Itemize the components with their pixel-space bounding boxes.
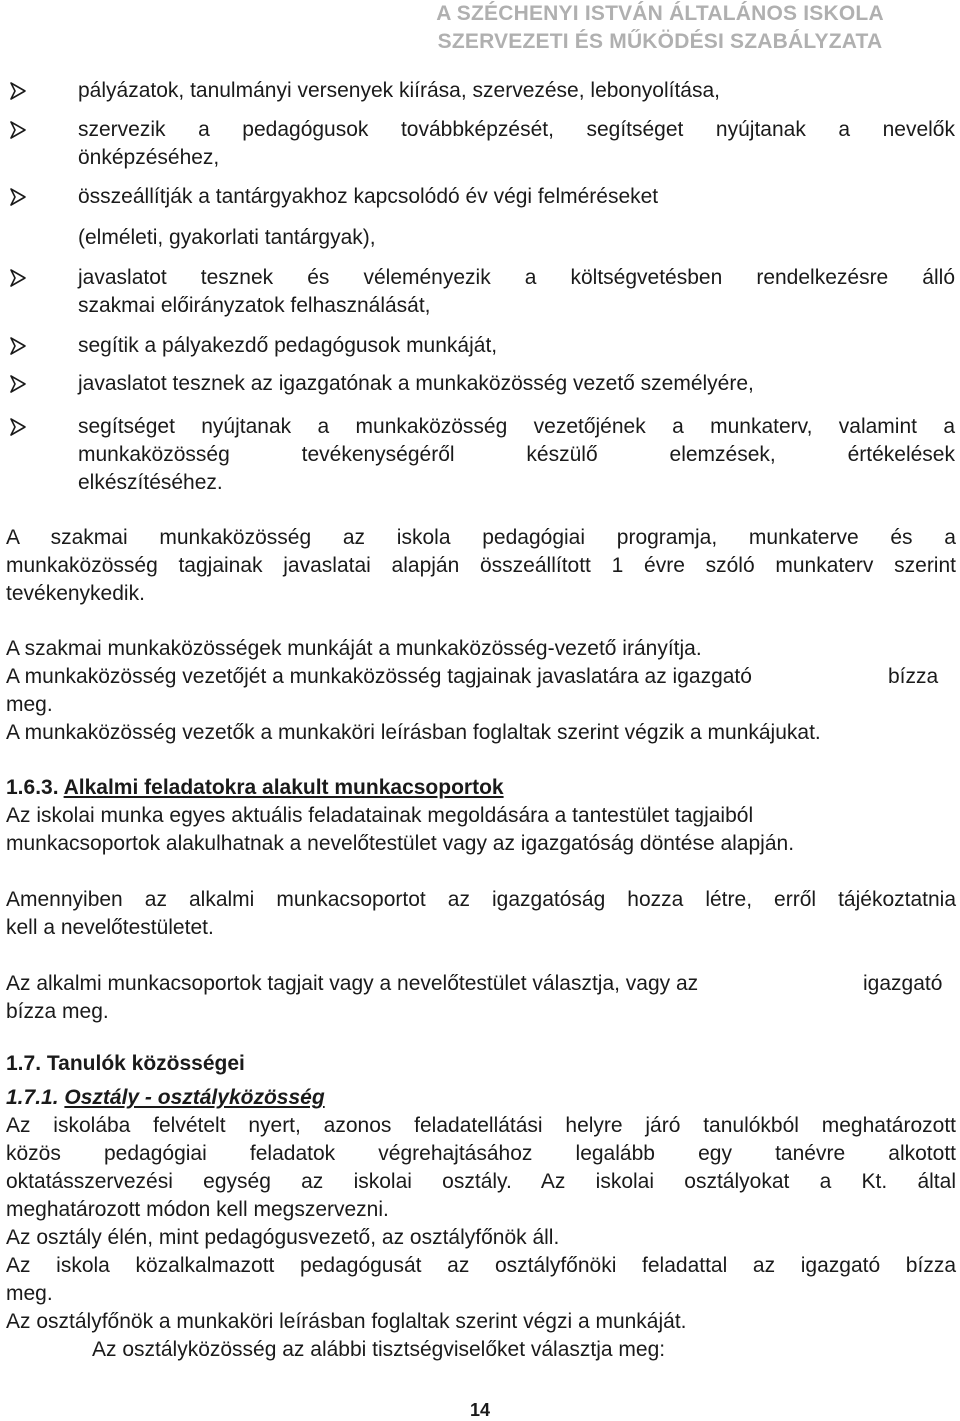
- body-paragraph-line: munkacsoportok alakulhatnak a nevelőtestület vagy az igazgatóság döntése alapján.: [6, 832, 795, 855]
- bullet-item: javaslatot tesznek és véleményezik a költségvetésben rendelkezésre álló: [78, 266, 955, 289]
- body-paragraph-line: Az iskolai munka egyes aktuális feladatainak megoldására a tantestület tagjaiból: [6, 804, 754, 827]
- subsection-heading: [6, 1084, 325, 1111]
- section-title: Tanulók közösségei: [46, 1052, 245, 1075]
- document-header: [380, 0, 940, 56]
- section-number: 1.7.: [6, 1052, 42, 1075]
- bullet-item: szervezik a pedagógusok továbbképzését, segítséget nyújtanak a nevelők: [78, 118, 955, 141]
- arrow-bullet-icon: [8, 374, 28, 394]
- body-paragraph-line: oktatásszervezési egység az iskolai osztály. Az iskolai osztályokat a Kt. által: [6, 1170, 956, 1193]
- subsection-number: 1.7.1.: [6, 1086, 59, 1109]
- bullet-item-continuation: munkaközösség tevékenységéről készülő elemzések, értékelések: [78, 443, 955, 466]
- body-paragraph-line: A szakmai munkaközösség az iskola pedagógiai programja, munkaterve és a: [6, 526, 956, 549]
- bullet-item: segítik a pályakezdő pedagógusok munkáját,: [78, 334, 498, 357]
- body-paragraph-word: bízza: [888, 665, 939, 688]
- body-paragraph-line: Amennyiben az alkalmi munkacsoportot az igazgatóság hozza létre, erről tájékoztatnia: [6, 888, 956, 911]
- arrow-bullet-icon: [8, 120, 28, 140]
- body-paragraph-line: Az alkalmi munkacsoportok tagjait vagy a nevelőtestület választja, vagy az: [6, 972, 699, 995]
- arrow-bullet-icon: [8, 268, 28, 288]
- page-number: 14: [469, 1400, 491, 1420]
- arrow-bullet-icon: [8, 417, 28, 437]
- bullet-item: javaslatot tesznek az igazgatónak a munkaközösség vezető személyére,: [78, 372, 754, 395]
- body-paragraph-line: Az osztály élén, mint pedagógusvezető, az osztályfőnök áll.: [6, 1226, 560, 1249]
- arrow-bullet-icon: [8, 81, 28, 101]
- section-number: 1.6.3.: [6, 776, 59, 799]
- bullet-item: segítséget nyújtanak a munkaközösség vezetőjének a munkaterv, valamint a: [78, 415, 955, 438]
- bullet-item-continuation: (elméleti, gyakorlati tantárgyak),: [78, 226, 376, 249]
- bullet-item: pályázatok, tanulmányi versenyek kiírása, szervezése, lebonyolítása,: [78, 79, 720, 102]
- body-paragraph-line: bízza meg.: [6, 1000, 109, 1023]
- header-document-title: SZERVEZETI ÉS MŰKÖDÉSI SZABÁLYZATA: [437, 30, 883, 53]
- arrow-bullet-icon: [8, 187, 28, 207]
- arrow-bullet-icon: [8, 336, 28, 356]
- body-paragraph-line: közös pedagógiai feladatok végrehajtásához legalább egy tanévre alkotott: [6, 1142, 956, 1165]
- section-heading: [6, 1050, 245, 1077]
- body-paragraph-line: meg.: [6, 693, 53, 716]
- bullet-item: összeállítják a tantárgyakhoz kapcsolódó év végi felméréseket: [78, 185, 659, 208]
- subsection-title: Osztály - osztályközösség: [64, 1086, 325, 1109]
- body-paragraph-line: munkaközösség tagjainak javaslatai alapján összeállított 1 évre szóló munkaterv szerint: [6, 554, 956, 577]
- section-heading: [6, 774, 504, 801]
- header-school-name: A SZÉCHENYI ISTVÁN ÁLTALÁNOS ISKOLA: [436, 2, 884, 25]
- body-paragraph-line: Az osztályfőnök a munkaköri leírásban foglaltak szerint végzi a munkáját.: [6, 1310, 687, 1333]
- body-paragraph-word: igazgató: [863, 972, 943, 995]
- body-paragraph-line: meg.: [6, 1282, 53, 1305]
- body-paragraph-line: tevékenykedik.: [6, 582, 145, 605]
- bullet-item-continuation: szakmai előirányzatok felhasználását,: [78, 294, 431, 317]
- bullet-item-continuation: önképzéséhez,: [78, 146, 220, 169]
- body-paragraph-line: A munkaközösség vezetőjét a munkaközösség tagjainak javaslatára az igazgató: [6, 665, 752, 688]
- body-paragraph-line: Az iskolába felvételt nyert, azonos feladatellátási helyre járó tanulókból meghatározott: [6, 1114, 956, 1137]
- bullet-item-continuation: elkészítéséhez.: [78, 471, 223, 494]
- body-paragraph-line: Az iskola közalkalmazott pedagógusát az osztályfőnöki feladattal az igazgató bízza: [6, 1254, 956, 1277]
- body-paragraph: A munkaközösség vezetők a munkaköri leírásban foglaltak szerint végzik a munkájukat.: [6, 721, 821, 744]
- body-paragraph-line: kell a nevelőtestületet.: [6, 916, 214, 939]
- section-title: Alkalmi feladatokra alakult munkacsoportok: [63, 776, 504, 799]
- body-paragraph-line: Az osztályközösség az alábbi tisztségviselőket választja meg:: [92, 1338, 666, 1361]
- body-paragraph-line: meghatározott módon kell megszervezni.: [6, 1198, 389, 1221]
- body-paragraph: A szakmai munkaközösségek munkáját a munkaközösség-vezető irányítja.: [6, 637, 702, 660]
